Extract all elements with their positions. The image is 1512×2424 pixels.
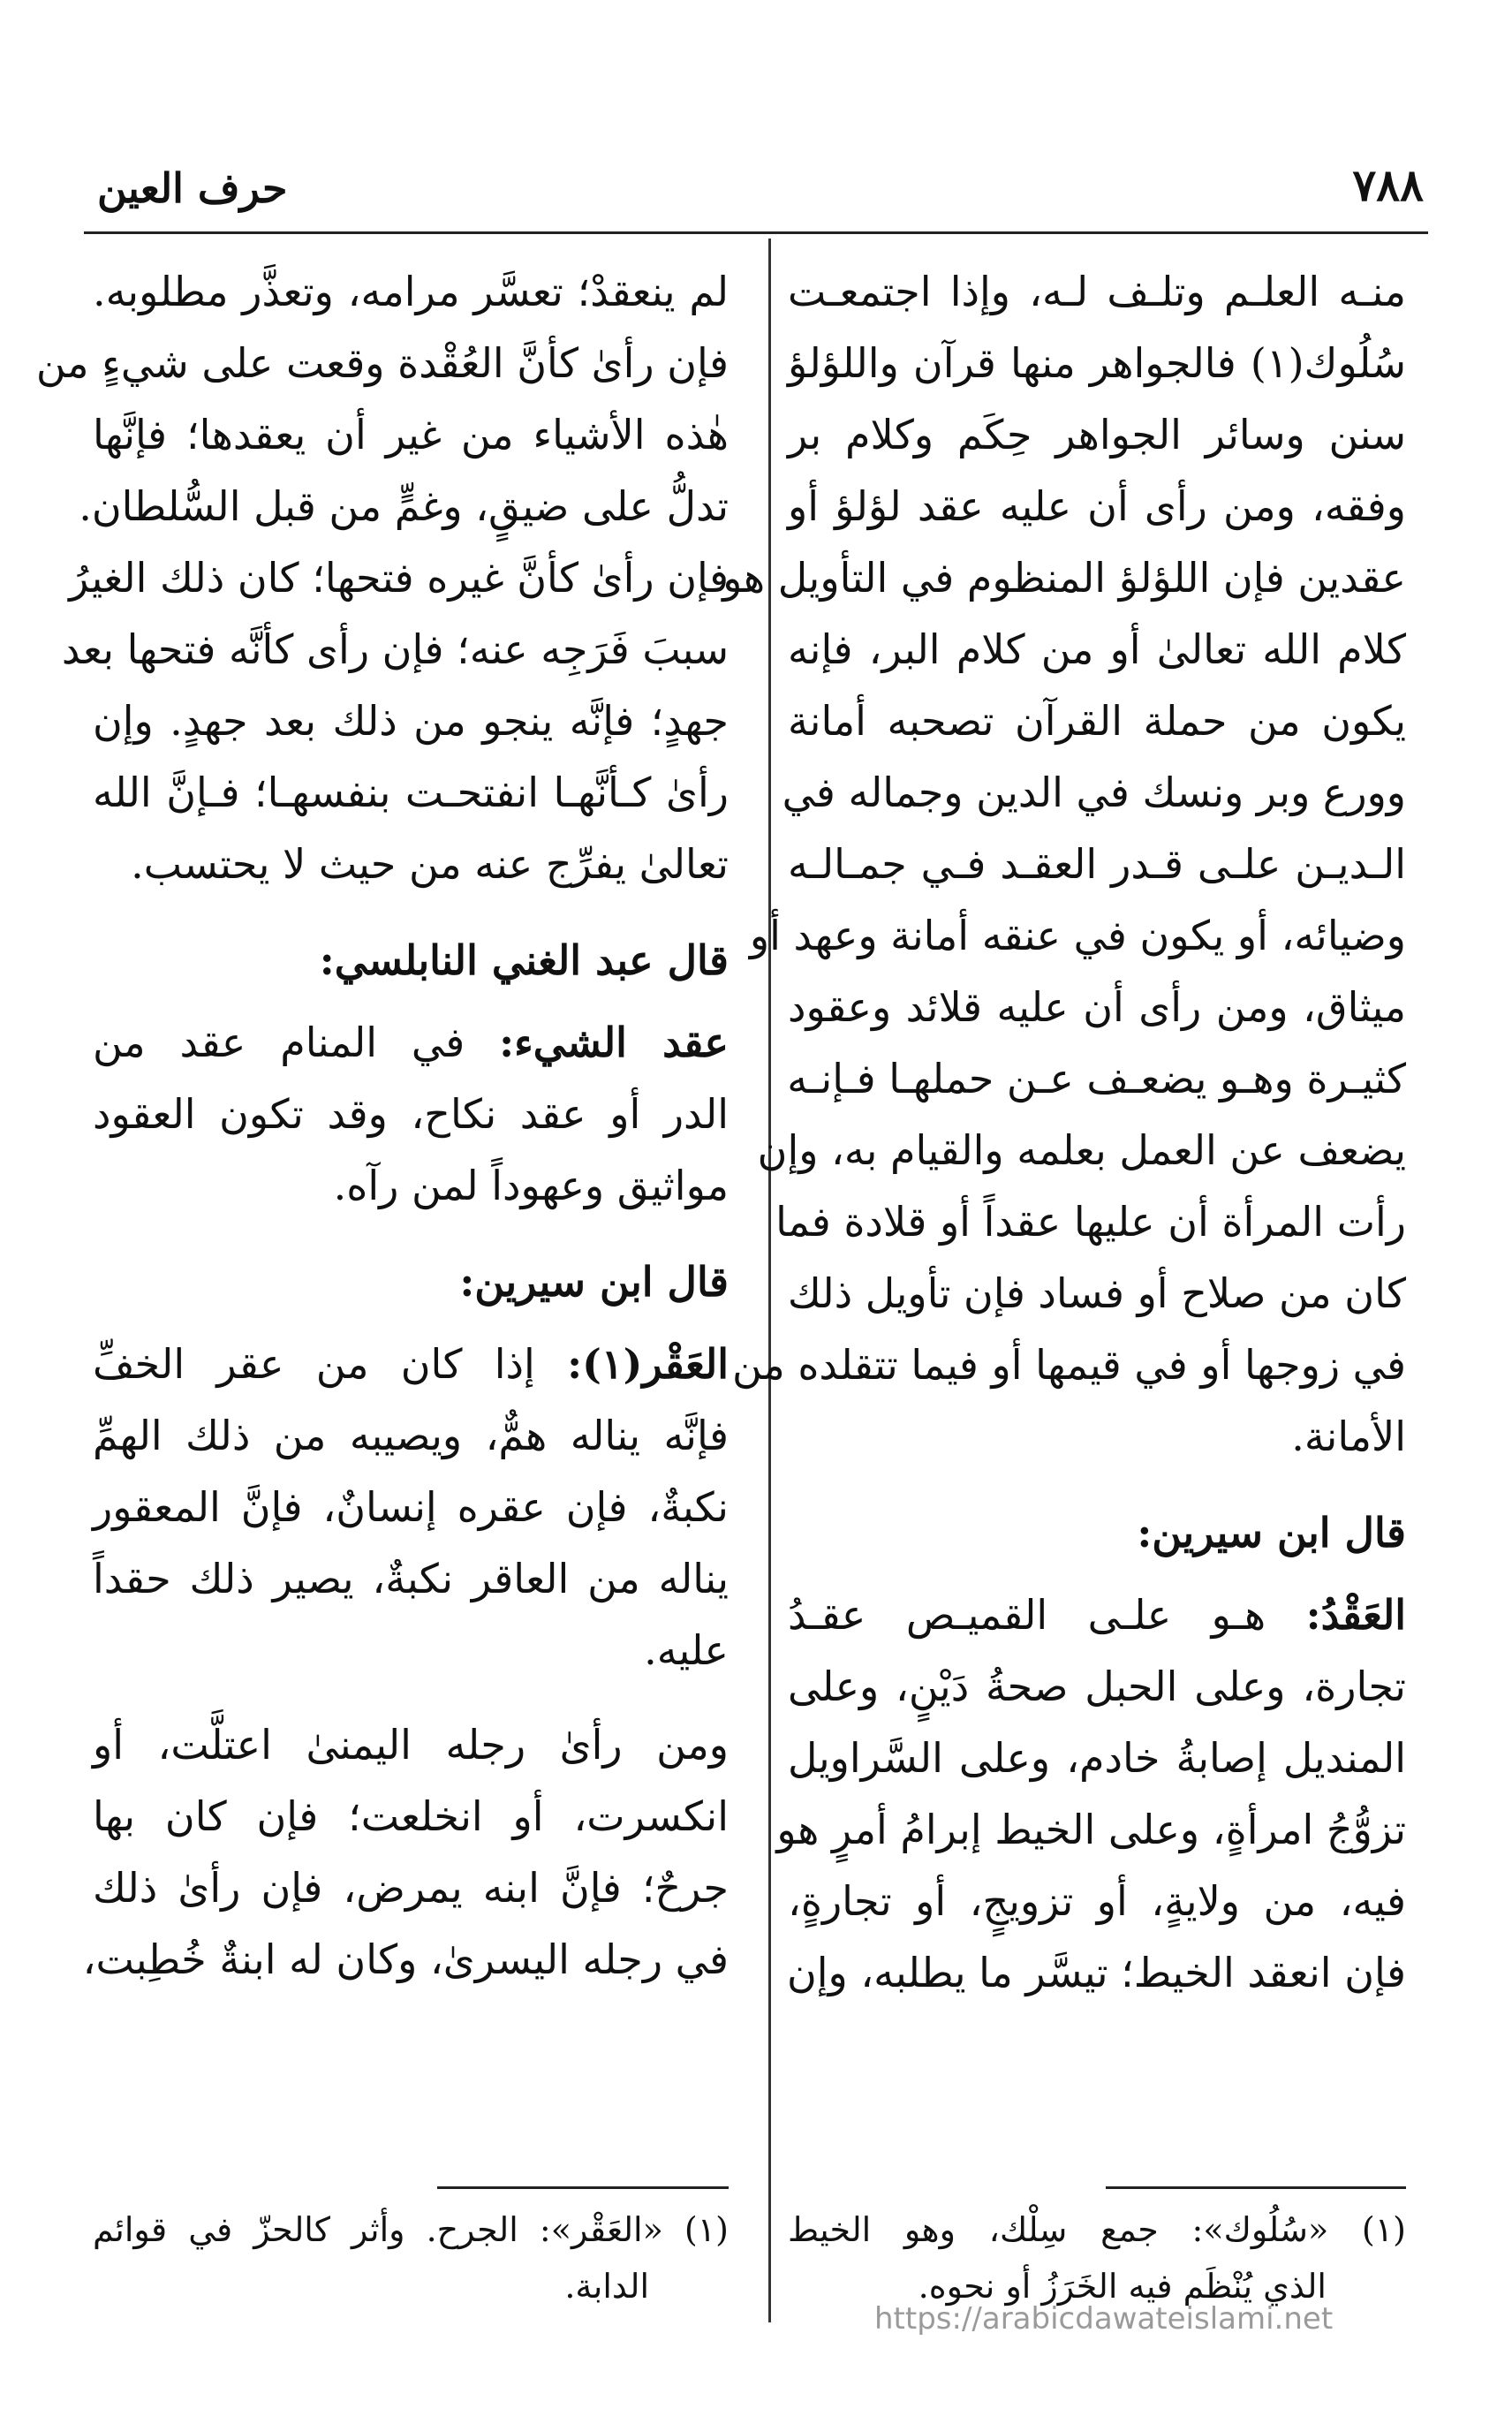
text-line: عليه. — [644, 1626, 729, 1674]
right-column — [722, 256, 1406, 2009]
text-line: تعالىٰ يفرِّج عنه من حيث لا يحتسب. — [131, 840, 729, 888]
section-heading: قال ابن سيرين: — [1137, 1509, 1406, 1557]
left-column — [35, 256, 729, 1996]
text-line: فإن رأىٰ كأنَّ العُقْدة وقعت على شيءٍ من — [35, 339, 729, 387]
running-title: حرف العين — [97, 164, 288, 212]
left-para-2 — [93, 1007, 729, 1222]
text-line — [93, 1007, 729, 1079]
text-line: عقدين فإن اللؤلؤ المنظوم في التأويل هو — [722, 554, 1406, 602]
text-fragment: في المنام عقد من — [93, 1019, 500, 1066]
footnote-line: (١) «سُلُوك»: جمع سِلْك، وهو الخيط — [788, 2210, 1406, 2249]
entry-keyword: العَقْر(١): — [567, 1340, 729, 1388]
entry-keyword: العَقْدُ: — [1305, 1591, 1406, 1639]
text-line: جهدٍ؛ فإنَّه ينجو من ذلك بعد جهدٍ. وإن — [93, 697, 729, 745]
text-line: فيه، من ولايةٍ، أو تزويجٍ، أو تجارةٍ، — [788, 1877, 1406, 1925]
footnote-right — [788, 2201, 1406, 2314]
text-line: الدر أو عقد نكاح، وقد تكون العقود — [93, 1090, 729, 1138]
text-fragment: إذا كان من عقر الخفِّ — [93, 1340, 568, 1388]
text-line: يناله من العاقر نكبةٌ، يصير ذلك حقداً — [93, 1555, 729, 1602]
text-line: كان من صلاح أو فساد فإن تأويل ذلك — [787, 1269, 1406, 1317]
text-line — [788, 1579, 1406, 1651]
text-line: الـديـن علـى قـدر العقـد فـي جمـالـه — [788, 840, 1406, 888]
text-fragment: هـو علـى القميـص عقـدُ — [788, 1591, 1306, 1639]
text-line: انكسرت، أو انخلعت؛ فإن كان بها — [93, 1792, 729, 1840]
text-line: وورع وبر ونسك في الدين وجماله في — [782, 769, 1406, 816]
text-line: كثيـرة وهـو يضعـف عـن حملهـا فـإنـه — [787, 1055, 1406, 1102]
text-line: في زوجها أو في قيمها أو فيما تتقلده من — [732, 1341, 1406, 1389]
text-line: رأت المرأة أن عليها عقداً أو قلادة فما — [775, 1198, 1406, 1246]
page-number: ٧٨٨ — [1352, 159, 1424, 211]
text-line: الأمانة. — [1291, 1413, 1406, 1460]
text-line: فإن انعقد الخيط؛ تيسَّر ما يطلبه، وإن — [786, 1949, 1406, 1996]
text-line: تجارة، وعلى الحبل صحةُ دَيْنٍ، وعلى — [788, 1663, 1406, 1710]
entry-keyword: عقد الشيء: — [499, 1019, 729, 1066]
text-line: المنديل إصابةُ خادم، وعلى السَّراويل — [788, 1734, 1406, 1782]
section-heading: قال ابن سيرين: — [459, 1258, 729, 1306]
text-line: ميثاق، ومن رأى أن عليه قلائد وعقود — [788, 983, 1406, 1031]
footnote-left — [93, 2201, 729, 2314]
text-line: تدلُّ على ضيقٍ، وغمٍّ من قبل السُّلطان. — [79, 482, 729, 530]
text-line: سُلُوك(١) فالجواهر منها قرآن واللؤلؤ — [788, 339, 1406, 387]
text-line: يضعف عن العمل بعلمه والقيام به، وإن — [757, 1126, 1406, 1174]
text-line: لم ينعقدْ؛ تعسَّر مرامه، وتعذَّر مطلوبه. — [93, 268, 729, 315]
text-line: منـه العلـم وتلـف لـه، وإذا اجتمعـت — [788, 268, 1406, 315]
footnote-line: الذي يُنْظَم فيه الخَرَزُ أو نحوه. — [918, 2267, 1327, 2306]
footnote-line: (١) «العَقْر»: الجرح. وأثر كالحزّ في قوائم — [93, 2210, 729, 2249]
left-para-3 — [93, 1329, 729, 1686]
text-line: يكون من حملة القرآن تصحبه أمانة — [788, 697, 1406, 745]
watermark-url[interactable]: https://arabicdawateislami.net — [874, 2301, 1334, 2337]
text-line: سببَ فَرَجِه عنه؛ فإن رأى كأنَّه فتحها بعد — [61, 625, 729, 673]
text-line: سنن وسائر الجواهر حِكَم وكلام بر — [788, 411, 1406, 458]
text-line: مواثيق وعهوداً لمن رآه. — [333, 1162, 729, 1209]
text-line: وضيائه، أو يكون في عنقه أمانة وعهد أو — [749, 912, 1406, 959]
right-para-2 — [776, 1579, 1406, 2009]
text-line: كلام الله تعالىٰ أو من كلام البر، فإنه — [788, 625, 1406, 673]
text-line — [93, 1329, 729, 1400]
text-line: ومن رأىٰ رجله اليمنىٰ اعتلَّت، أو — [93, 1721, 729, 1769]
paragraph-gap — [93, 1686, 729, 1709]
text-line: وفقه، ومن رأى أن عليه عقد لؤلؤ أو — [788, 482, 1406, 530]
text-line: في رجله اليسرىٰ، وكان له ابنةٌ خُطِبت، — [82, 1935, 729, 1983]
header-rule — [84, 231, 1428, 234]
left-para-1 — [35, 256, 729, 900]
page-header — [79, 159, 1433, 239]
text-line: فإن رأىٰ كأنَّ غيره فتحها؛ كان ذلك الغيرُ — [69, 554, 729, 602]
text-line: نكبةٌ، فإن عقره إنسانٌ، فإنَّ المعقور — [93, 1483, 729, 1531]
text-line: رأىٰ كـأنَّهـا انفتحـت بنفسهـا؛ فـإنَّ الله — [93, 769, 729, 816]
footnote-rule-left — [437, 2186, 729, 2189]
text-line: تزوُّجُ امرأةٍ، وعلى الخيط إبرامُ أمرٍ هو — [776, 1806, 1406, 1853]
text-line: جرحٌ؛ فإنَّ ابنه يمرض، فإن رأىٰ ذلك — [93, 1864, 729, 1912]
text-line: فإنَّه يناله همٌّ، ويصيبه من ذلك الهمِّ — [93, 1412, 729, 1459]
text-line: هٰذه الأشياء من غير أن يعقدها؛ فإنَّها — [93, 411, 729, 458]
footnote-line: الدابة. — [564, 2267, 649, 2306]
section-heading: قال عبد الغني النابلسي: — [319, 936, 729, 984]
footnote-rule-right — [1106, 2186, 1406, 2189]
left-para-4 — [82, 1709, 729, 1996]
right-para-1 — [722, 256, 1406, 1473]
